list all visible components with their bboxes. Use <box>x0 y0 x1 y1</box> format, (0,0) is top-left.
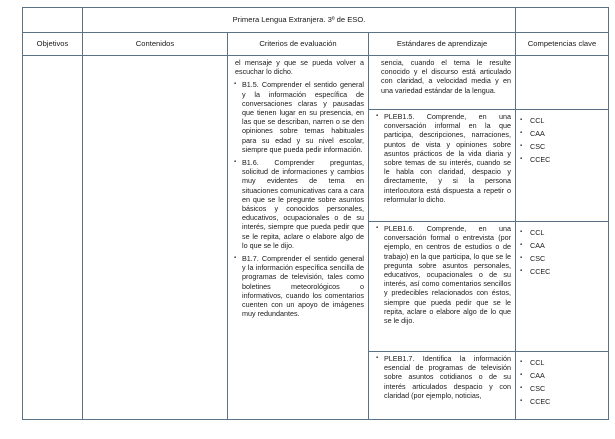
table-row <box>23 56 609 110</box>
competencia-item: ▪ CSC <box>520 140 604 153</box>
title-row <box>23 8 609 33</box>
competencia-item: ▪ CCL <box>520 114 604 127</box>
competencias-cell <box>516 222 609 352</box>
curriculum-table <box>22 7 609 420</box>
competencia-item: ▪ CCEC <box>520 395 604 408</box>
competencia-item: ▪ CAA <box>520 127 604 140</box>
competencia-item: ▪ CSC <box>520 382 604 395</box>
criterio-item: ▪ B1.5. Comprender el sentido general y la información específica de conversaciones claras y pausadas que tienen lugar en su presencia, en las que se describan, narren o se den opiniones sobre temas habituales para su edad y su nivel escolar, siempre que pueda pedir información. <box>235 80 364 154</box>
estandar-item: ▪ PLEB1.7. Identifica la información esencial de programas de televisión sobre asuntos cotidianos o de su interés articulados despacio y con claridad (por ejemplo, noticias, <box>376 354 511 400</box>
header-row <box>23 33 609 56</box>
competencia-item: ▪ CCL <box>520 226 604 239</box>
title-blank-cell <box>23 8 83 33</box>
competencias-cell <box>516 110 609 222</box>
table-title: Primera Lengua Extranjera. 3º de ESO. <box>83 8 516 33</box>
competencia-item: ▪ CCEC <box>520 265 604 278</box>
estandar-cell <box>369 110 516 222</box>
estandar-cell <box>369 222 516 352</box>
competencias-blank-cell <box>516 56 609 110</box>
objetivos-cell <box>23 56 83 420</box>
competencia-item: ▪ CAA <box>520 239 604 252</box>
competencias-cell <box>516 352 609 420</box>
header-competencias: Competencias clave <box>516 33 609 56</box>
criterio-item: ▪ B1.6. Comprender preguntas, solicitud de informaciones y cambios muy evidentes de tema en situaciones comunicativas cara a cara en que se le pregunte sobre asuntos básicos y conocidos personales, educativos, ocupacionales o de su interés, siempre que pueda pedir que se le repita, aclare o elabore algo de lo que se le dijo. <box>235 158 364 250</box>
estandar-cell <box>369 352 516 420</box>
header-contenidos: Contenidos <box>83 33 228 56</box>
criterio-item: ▪ B1.7. Comprender el sentido general y la información específica sencilla de programas de televisión, tales como boletines meteorológicos o informativos, cuando los comentarios cuenten con un apoyo de imágenes muy redundantes. <box>235 254 364 318</box>
competencia-item: ▪ CSC <box>520 252 604 265</box>
estandar-continuation: sencia, cuando el tema le resulte conocido y el discurso está articulado con claridad, a velocidad media y en una variedad estándar de la lengua. <box>381 58 511 95</box>
header-estandares: Estándares de aprendizaje <box>369 33 516 56</box>
competencia-item: ▪ CAA <box>520 369 604 382</box>
header-objetivos: Objetivos <box>23 33 83 56</box>
title-blank-cell-right <box>516 8 609 33</box>
criterio-continuation: el mensaje y que se pueda volver a escuchar lo dicho. <box>235 58 364 77</box>
estandar-continuation-cell <box>369 56 516 110</box>
header-criterios: Criterios de evaluación <box>228 33 369 56</box>
contenidos-cell <box>83 56 228 420</box>
criterios-cell <box>228 56 369 420</box>
competencia-item: ▪ CCEC <box>520 153 604 166</box>
estandar-item: ▪ PLEB1.6. Comprende, en una conversación formal o entrevista (por ejemplo, en centros de estudios o de trabajo) en la que participa, lo que se le pregunta sobre asuntos personales, educativos, ocupacionales o de su interés, así como comentarios sencillos y predecibles relacionados con éstos, siempre que pueda pedir que se le repita, aclare o elabore algo de lo que se le dijo. <box>376 224 511 325</box>
estandar-item: ▪ PLEB1.5. Comprende, en una conversación informal en la que participa, descripciones, narraciones, puntos de vista y opiniones sobre asuntos prácticos de la vida diaria y sobre temas de su interés, cuando se le habla con claridad, despacio y directamente, y si la persona interlocutora está dispuesta a repetir o reformular lo dicho. <box>376 112 511 204</box>
competencia-item: ▪ CCL <box>520 356 604 369</box>
